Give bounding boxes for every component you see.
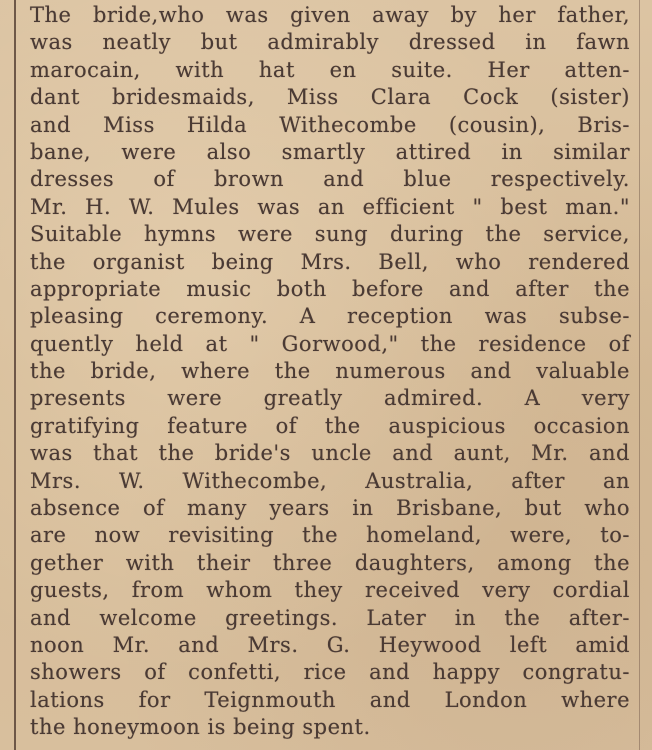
- text-line: marocain, with hat en suite. Her atten-: [30, 57, 630, 82]
- text-line: are now revisiting the homeland, were, to-: [30, 523, 630, 548]
- text-line: and Miss Hilda Withecombe (cousin), Bris-: [30, 112, 630, 137]
- text-line: the bride, where the numerous and valuable: [30, 359, 630, 384]
- text-line: Mrs. W. Withecombe, Australia, after an: [30, 468, 630, 493]
- text-line: bane, were also smartly attired in similar: [30, 139, 630, 164]
- text-line: pleasing ceremony. A reception was subse-: [30, 304, 630, 329]
- text-line: Suitable hymns were sung during the service,: [30, 222, 630, 247]
- text-line: dresses of brown and blue respectively.: [30, 167, 630, 192]
- column-rule-left: [14, 0, 16, 750]
- text-line: lations for Teignmouth and London where: [30, 687, 630, 712]
- text-line: gratifying feature of the auspicious occasion: [30, 413, 630, 438]
- text-line: appropriate music both before and after the: [30, 276, 630, 301]
- text-line: noon Mr. and Mrs. G. Heywood left amid: [30, 632, 630, 657]
- text-line: quently held at " Gorwood," the residence of: [30, 331, 630, 356]
- text-line: presents were greatly admired. A very: [30, 386, 630, 411]
- text-line: guests, from whom they received very cordial: [30, 578, 630, 603]
- text-line: The bride,who was given away by her father,: [30, 3, 630, 27]
- text-line: the organist being Mrs. Bell, who rendered: [30, 249, 630, 274]
- text-line: was that the bride's uncle and aunt, Mr. and: [30, 441, 630, 466]
- text-line: the honeymoon is being spent.: [30, 715, 371, 740]
- text-line: was neatly but admirably dressed in fawn: [30, 30, 630, 55]
- text-line: showers of confetti, rice and happy congratu-: [30, 660, 630, 685]
- text-line: absence of many years in Brisbane, but who: [30, 496, 630, 521]
- text-line: dant bridesmaids, Miss Clara Cock (sister): [30, 85, 630, 110]
- text-line: and welcome greetings. Later in the after-: [30, 605, 630, 630]
- text-line: Mr. H. W. Mules was an efficient " best man.": [30, 194, 630, 219]
- article-body: [30, 2, 630, 742]
- text-line: gether with their three daughters, among the: [30, 550, 630, 575]
- column-rule-right: [639, 0, 640, 750]
